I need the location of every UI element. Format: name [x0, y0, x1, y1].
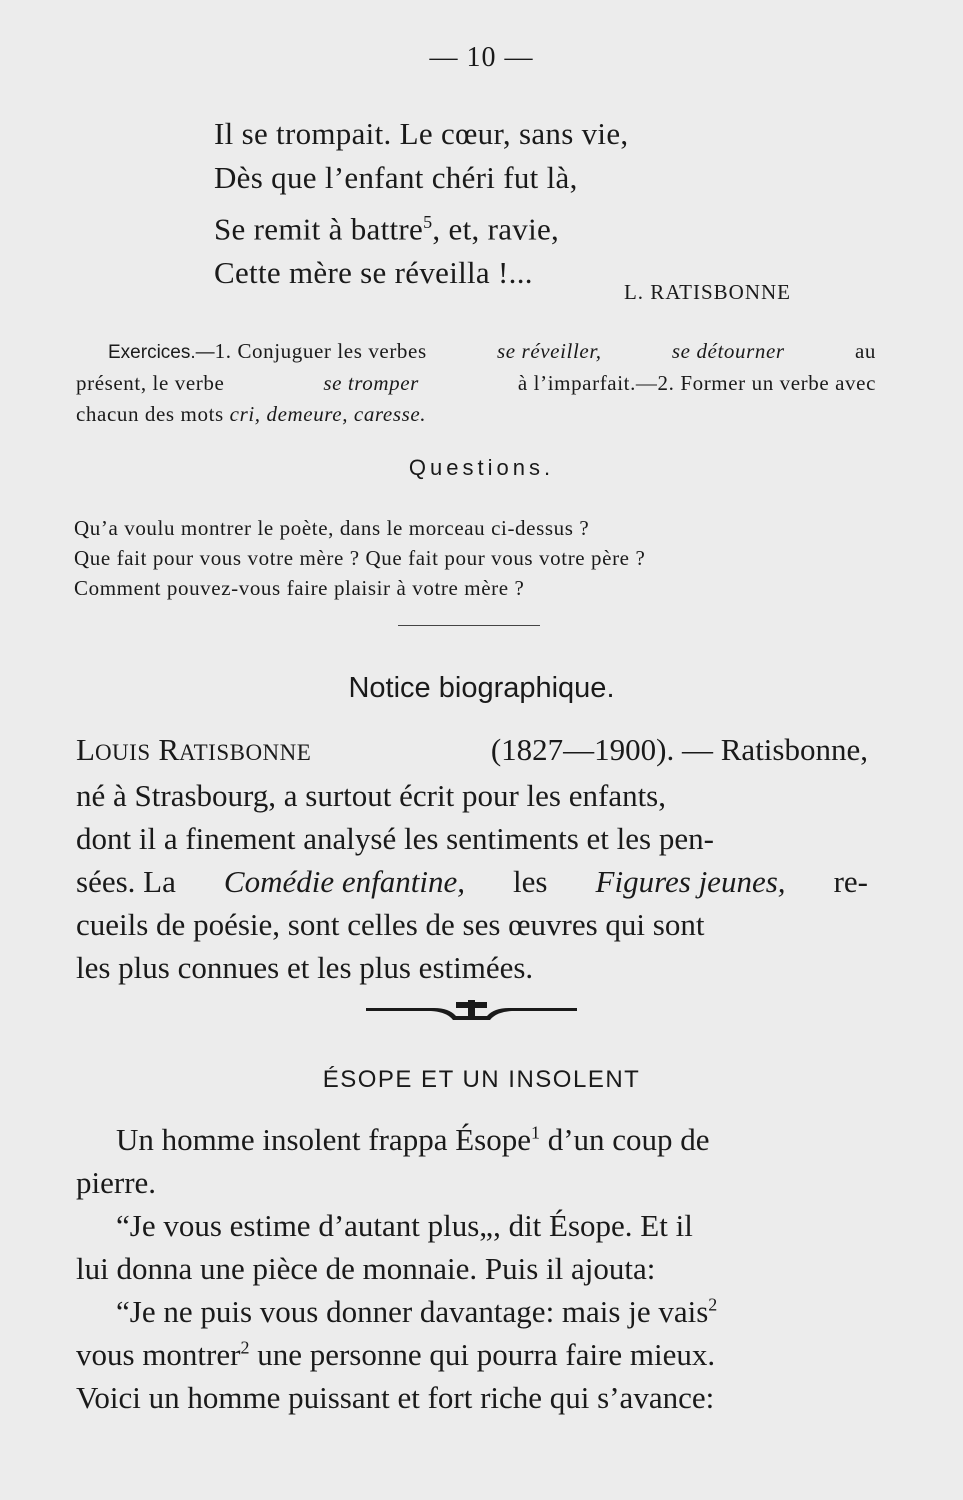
- notice-line: cueils de poésie, sont celles de ses œuvres qui sont: [76, 907, 705, 942]
- exercise-text: présent, le verbe: [76, 371, 225, 395]
- exercise-text: chacun des mots: [76, 402, 224, 426]
- poem-line: Dès que l’enfant chéri fut là,: [214, 160, 578, 195]
- exercise-verb: se détourner: [671, 339, 785, 363]
- question-item: Comment pouvez-vous faire plaisir à votre mère ?: [74, 576, 525, 600]
- notice-paragraph: [76, 728, 868, 989]
- exercise-line: [76, 399, 876, 430]
- exercise-verb: se tromper: [323, 371, 419, 395]
- exercises: [76, 336, 876, 430]
- footnote-marker: 2: [240, 1337, 250, 1358]
- footnote-marker: 2: [708, 1294, 718, 1315]
- author-dates: (1827—1900). — Ratisbonne,: [490, 732, 868, 767]
- story-line: Voici un homme puissant et fort riche qui s’avance:: [76, 1380, 715, 1415]
- author-name: LOUIS RATISBONNE: [76, 732, 312, 767]
- exercise-words: cri, demeure, caresse.: [229, 402, 427, 426]
- story-line: vous montrer$^2$ une personne qui pourra faire mieux.: [76, 1337, 716, 1372]
- exercise-verb: se réveiller,: [497, 339, 602, 363]
- story-line: pierre.: [76, 1165, 157, 1200]
- exercise-text: à l’imparfait.—2. Former un verbe avec: [517, 371, 876, 395]
- notice-title: Notice biographique.: [348, 672, 615, 704]
- story-title: ÉSOPE ET UN INSOLENT: [322, 1066, 641, 1093]
- poem-line: Il se trompait. Le cœur, sans vie,: [214, 116, 629, 151]
- story-line: “Je ne puis vous donner davantage: mais je vais$^2$: [116, 1294, 718, 1329]
- footnote-marker: 1: [530, 1122, 540, 1143]
- notice-line: sées. La Comédie enfantine, les Figures jeunes, re-: [76, 860, 868, 903]
- question-item: Qu’a voulu montrer le poète, dans le morceau ci-dessus ?: [74, 516, 590, 540]
- notice-line: dont il a finement analysé les sentiments et les pen-: [76, 821, 714, 856]
- poem-line: Cette mère se réveilla !...: [214, 255, 533, 291]
- poem-line-text: , et, ravie,: [432, 211, 560, 247]
- poem-line-text: Se remit à battre: [214, 211, 424, 247]
- questions-list: [74, 513, 645, 603]
- page-number: — 10 —: [429, 42, 534, 73]
- story-line: Un homme insolent frappa Ésope$^1$ d’un coup de: [116, 1122, 710, 1157]
- work-title: Figures jeunes,: [595, 864, 786, 899]
- story-line: lui donna une pièce de monnaie. Puis il ajouta:: [76, 1251, 656, 1286]
- question-item: Que fait pour vous votre mère ? Que fait pour vous votre père ?: [74, 546, 646, 570]
- section-divider: [398, 625, 540, 626]
- poem-line: [214, 200, 628, 251]
- exercise-line: [76, 368, 876, 399]
- poem-author: L. RATISBONNE: [623, 280, 791, 304]
- story-text: [76, 1118, 872, 1419]
- work-title: Comédie enfantine,: [223, 864, 465, 899]
- questions-title: Questions.: [408, 455, 555, 480]
- exercises-label: Exercices.—: [108, 342, 215, 363]
- notice-line: [76, 728, 868, 774]
- exercise-line: [76, 336, 876, 368]
- notice-line: les plus connues et les plus estimées.: [76, 950, 534, 985]
- footnote-marker: 5: [423, 212, 433, 232]
- ornament-divider: [364, 998, 579, 1026]
- poem: [214, 112, 628, 295]
- exercise-text: au: [854, 339, 876, 363]
- story-line: “Je vous estime d’autant plus„, dit Ésope. Et il: [116, 1208, 693, 1243]
- notice-line: né à Strasbourg, a surtout écrit pour les enfants,: [76, 778, 666, 813]
- exercise-text: 1. Conjuguer les verbes: [214, 339, 427, 363]
